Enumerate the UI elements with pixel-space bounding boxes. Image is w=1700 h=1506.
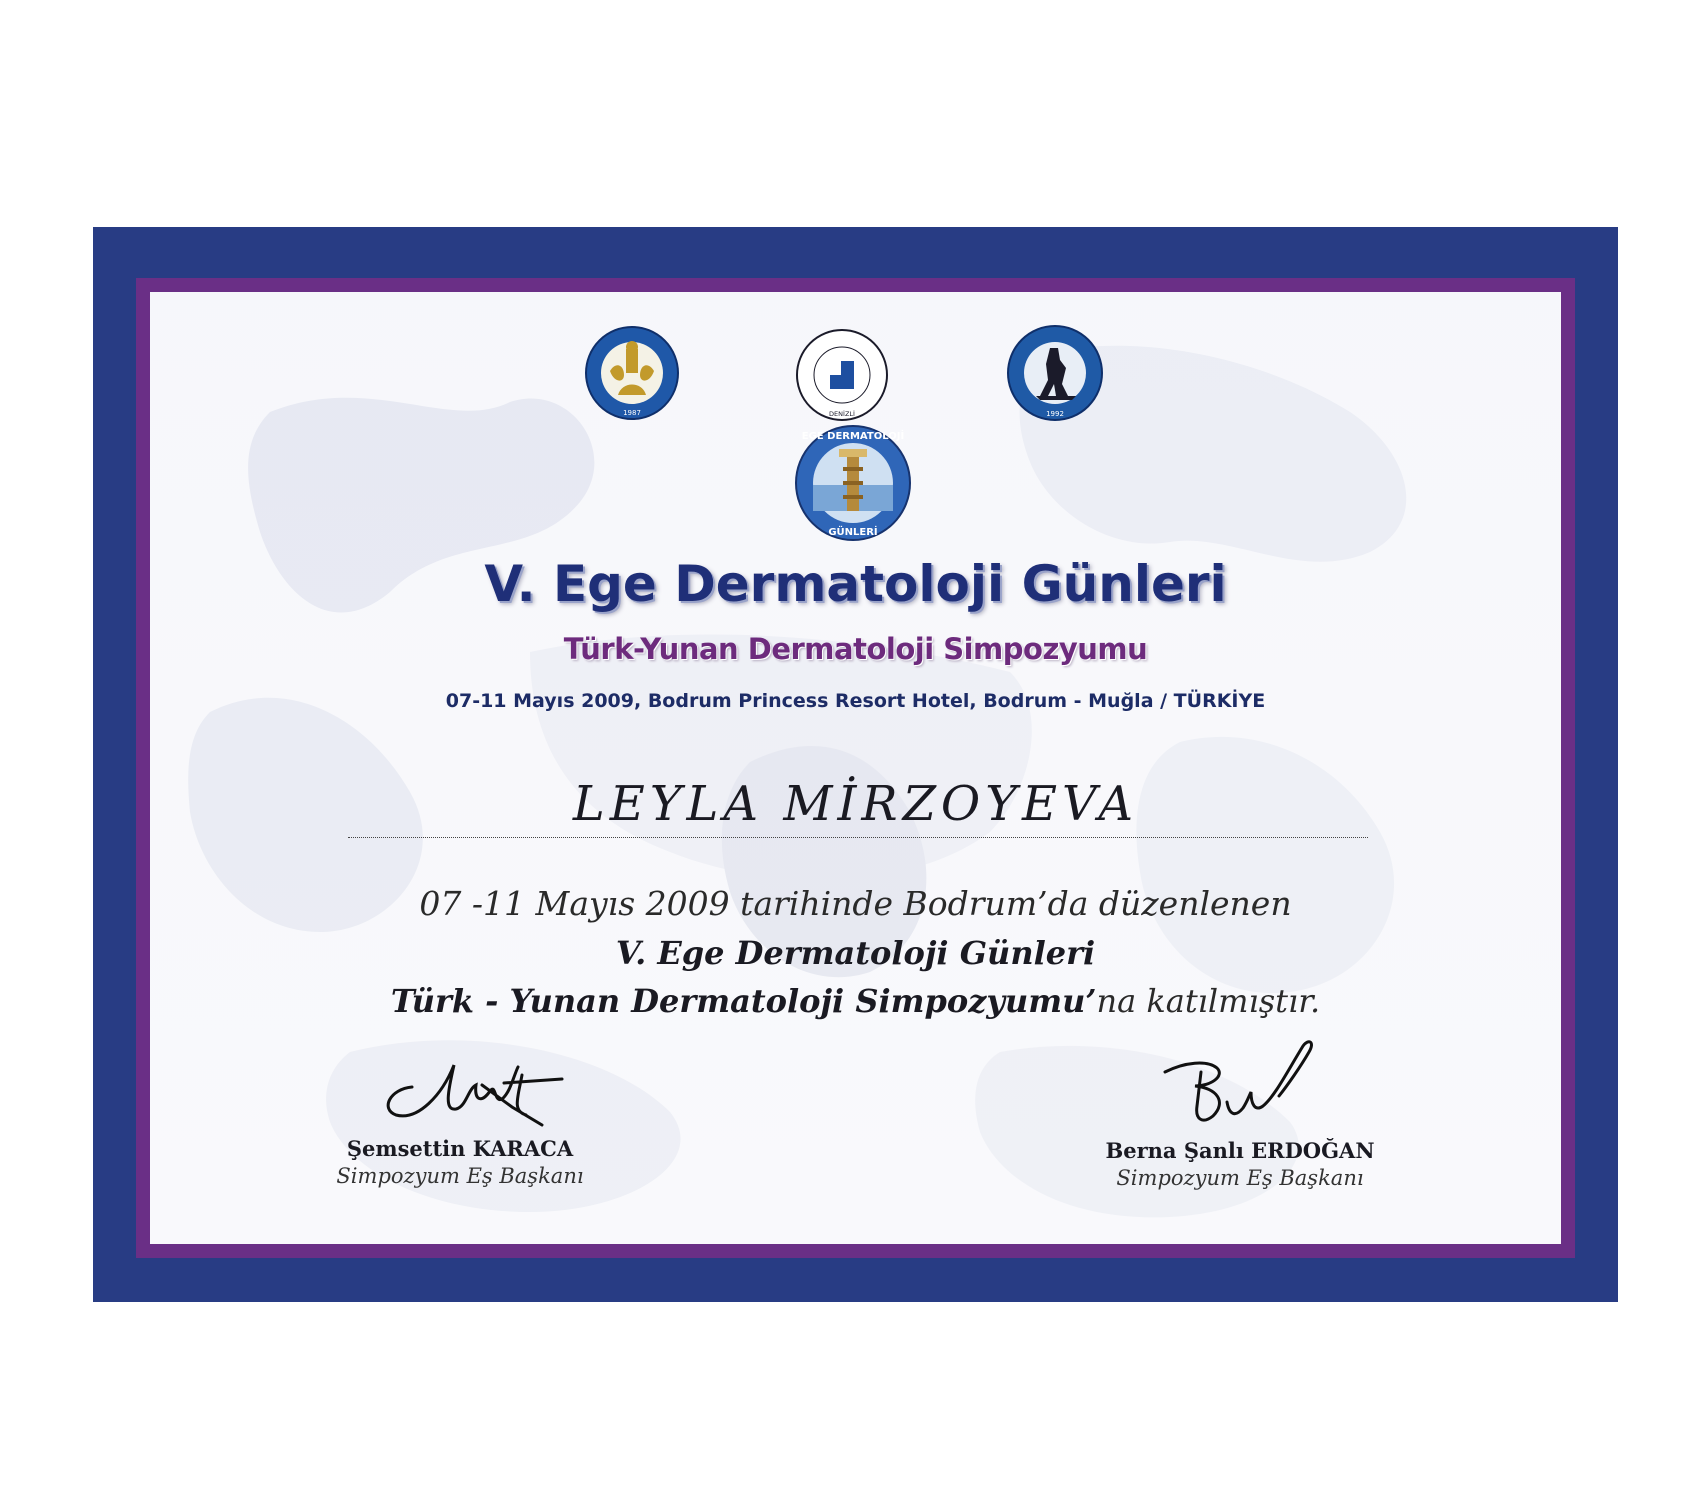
participation-suffix: na katılmıştır. — [1096, 982, 1321, 1020]
event-title: V. Ege Dermatoloji Günleri — [484, 555, 1227, 613]
participation-line-1: 07 -11 Mayıs 2009 tarihinde Bodrum’da düzenlenen — [419, 884, 1292, 923]
right-logo-year: 1992 — [1046, 410, 1064, 418]
dermatology-society-logo — [584, 325, 680, 421]
recipient-name: LEYLA MİRZOYEVA — [572, 776, 1139, 832]
certificate-paper — [150, 292, 1561, 1244]
pamukkale-university-logo — [794, 327, 890, 423]
right-signatory-name: Berna Şanlı ERDOĞAN — [1105, 1138, 1375, 1163]
certificate-inner-border — [136, 278, 1575, 1258]
participation-line-3 — [150, 982, 1561, 1020]
participation-line-2: V. Ege Dermatoloji Günleri — [615, 934, 1096, 972]
center-logo-city: DENİZLİ — [829, 410, 855, 418]
left-logo-year: 1987 — [623, 409, 641, 417]
left-signature — [372, 1045, 572, 1135]
main-logo-top-text: EGE DERMATOLOJİ — [801, 431, 905, 442]
left-signatory-role: Simpozyum Eş Başkanı — [336, 1164, 584, 1188]
afyon-kocatepe-university-logo — [1006, 324, 1104, 422]
right-signature — [1155, 1032, 1325, 1142]
event-date-venue: 07-11 Mayıs 2009, Bodrum Princess Resort Hotel, Bodrum - Muğla / TÜRKİYE — [445, 690, 1266, 712]
symposium-name: Türk - Yunan Dermatoloji Simpozyumu’ — [390, 982, 1097, 1020]
ege-dermatoloji-gunleri-logo — [793, 423, 913, 543]
name-dotted-line — [348, 837, 1368, 838]
certificate-outer-frame — [93, 227, 1618, 1302]
left-signatory-name: Şemsettin KARACA — [346, 1136, 574, 1161]
right-signatory-role: Simpozyum Eş Başkanı — [1116, 1166, 1364, 1190]
event-subtitle: Türk-Yunan Dermatoloji Simpozyumu — [563, 632, 1148, 666]
main-logo-bottom-text: GÜNLERİ — [828, 527, 878, 538]
